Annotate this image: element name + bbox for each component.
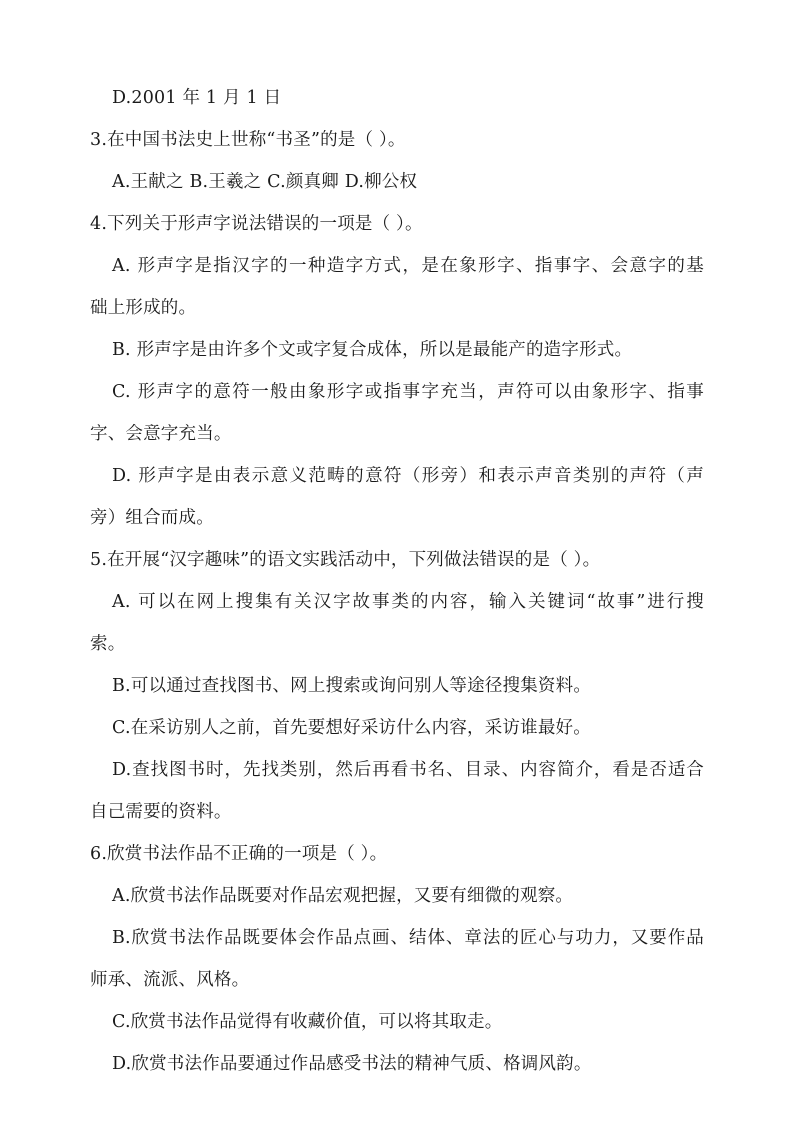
q6-option-b-line1: B.欣赏书法作品既要体会作品点画、结体、章法的匠心与功力，又要作品 [112,928,704,948]
q4-option-c-line1: C. 形声字的意符一般由象形字或指事字充当，声符可以由象形字、指事 [112,382,704,402]
q6-option-b-line2: 师承、流派、风格。 [90,970,250,990]
q6-option-d: D.欣赏书法作品要通过作品感受书法的精神气质、格调风韵。 [112,1054,592,1074]
q4-option-a-line1: A. 形声字是指汉字的一种造字方式，是在象形字、指事字、会意字的基 [112,256,704,276]
q4-question: 4.下列关于形声字说法错误的一项是（ ）。 [90,214,423,234]
q2-option-d: D.2001 年 1 月 1 日 [112,88,282,108]
q6-question: 6.欣赏书法作品不正确的一项是（ ）。 [90,844,388,864]
q5-option-d-line2: 自己需要的资料。 [90,802,232,822]
q5-option-a-line1: A. 可以在网上搜集有关汉字故事类的内容，输入关键词“故事”进行搜 [112,592,704,612]
q3-question: 3.在中国书法史上世称“书圣”的是（ ）。 [90,130,406,150]
q4-option-d-line1: D. 形声字是由表示意义范畴的意符（形旁）和表示声音类别的声符（声 [112,466,704,486]
q4-option-b: B. 形声字是由许多个文或字复合成体，所以是最能产的造字形式。 [112,340,633,360]
q4-option-d-line2: 旁）组合而成。 [90,508,214,528]
q5-option-a-line2: 索。 [90,634,126,654]
q5-option-d-line1: D.查找图书时，先找类别，然后再看书名、目录、内容简介，看是否适合 [112,760,704,780]
q6-option-a: A.欣赏书法作品既要对作品宏观把握，又要有细微的观察。 [112,886,574,906]
q5-option-b: B.可以通过查找图书、网上搜索或询问别人等途径搜集资料。 [112,676,592,696]
q3-options: A.王献之 B.王羲之 C.颜真卿 D.柳公权 [112,172,418,192]
q5-question: 5.在开展“汉字趣味”的语文实践活动中，下列做法错误的是（ ）。 [90,550,601,570]
q4-option-a-line2: 础上形成的。 [90,298,197,318]
q6-option-c: C.欣赏书法作品觉得有收藏价值，可以将其取走。 [112,1012,503,1032]
q5-option-c: C.在采访别人之前，首先要想好采访什么内容，采访谁最好。 [112,718,591,738]
q4-option-c-line2: 字、会意字充当。 [90,424,232,444]
